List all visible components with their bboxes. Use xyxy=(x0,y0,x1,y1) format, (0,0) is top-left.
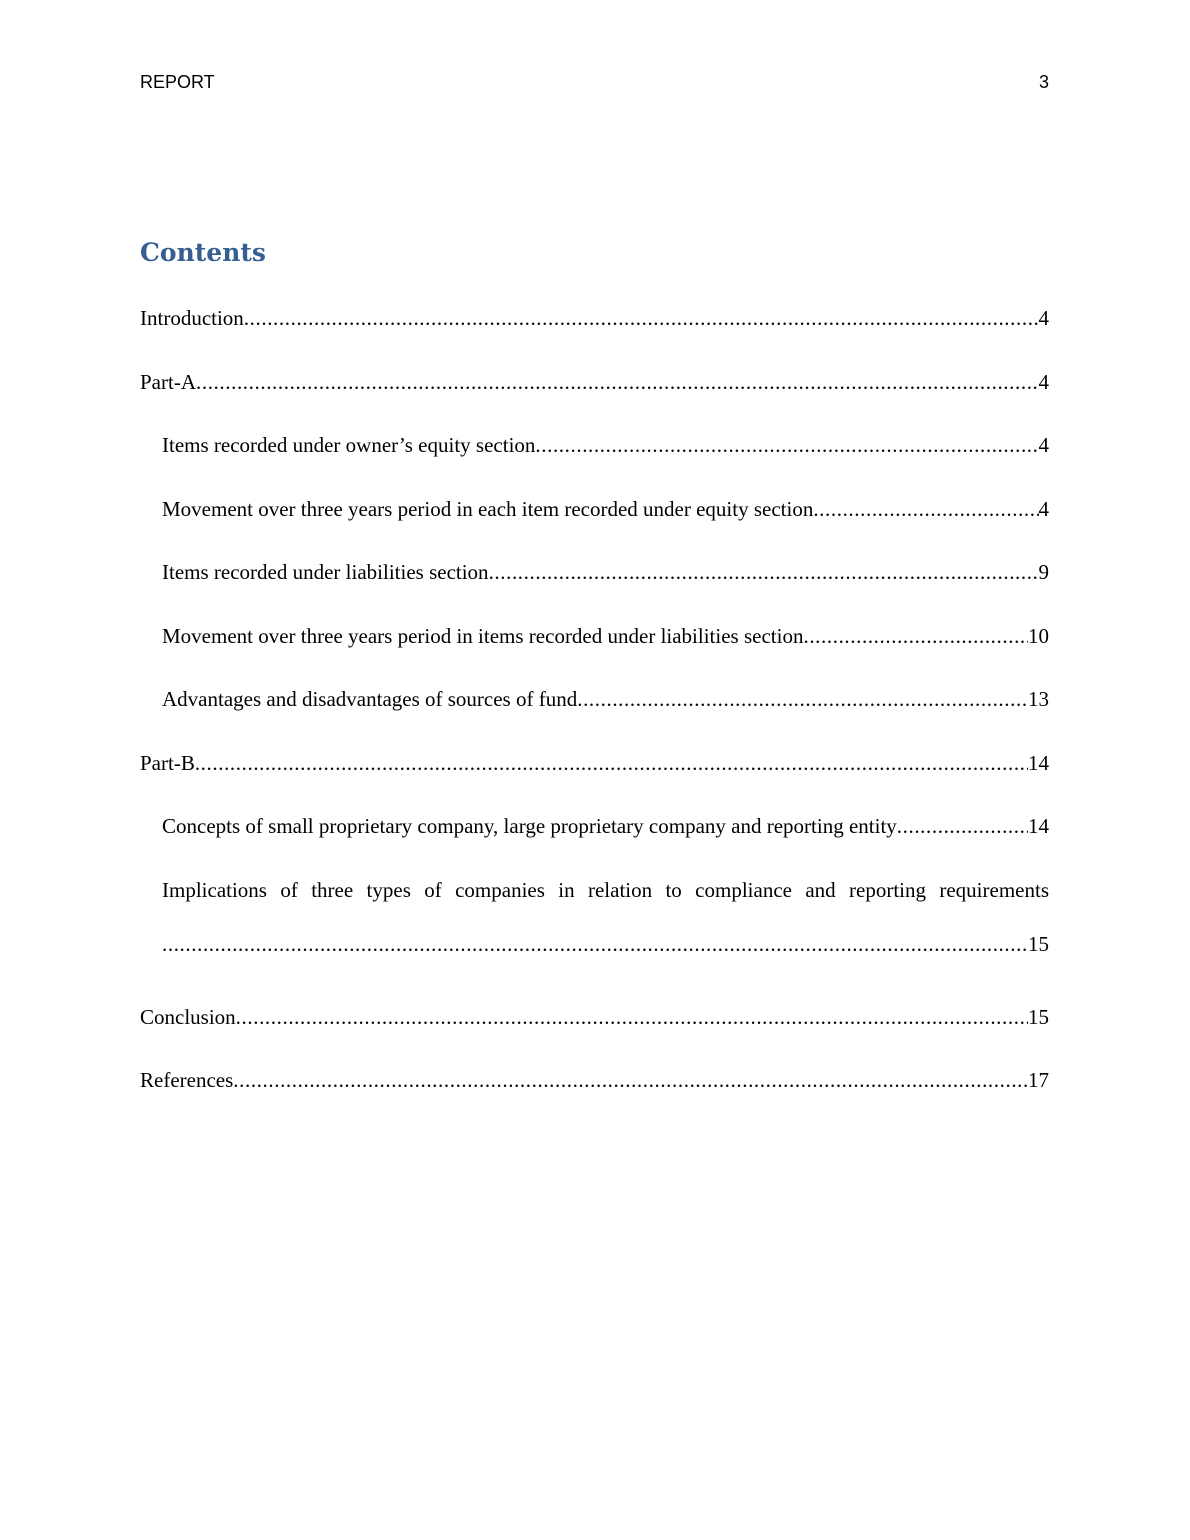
toc-entry-page: 4 xyxy=(1038,369,1049,394)
toc-entry-compliance-implications[interactable] xyxy=(162,868,1049,995)
toc-entry-label: Concepts of small proprietary company, large proprietary company and reporting entity xyxy=(162,814,897,838)
table-of-contents xyxy=(140,296,1049,1122)
toc-entry-label: Movement over three years period in items recorded under liabilities section xyxy=(162,623,804,648)
toc-entry-liabilities-items[interactable] xyxy=(162,550,1049,614)
toc-entry-page: 4 xyxy=(1038,433,1049,457)
toc-dot-leader xyxy=(244,296,1039,340)
toc-entry-equity-movement[interactable] xyxy=(162,487,1049,551)
toc-entry-page: 14 xyxy=(1028,814,1049,838)
toc-entry-page: 9 xyxy=(1038,560,1049,584)
toc-entry-page: 15 xyxy=(1028,931,1049,956)
toc-dot-leader xyxy=(535,423,1038,467)
toc-entry-owners-equity-items[interactable] xyxy=(162,423,1049,487)
toc-entry-part-a[interactable] xyxy=(140,360,1049,424)
toc-entry-liabilities-movement[interactable] xyxy=(162,614,1049,678)
toc-dot-leader xyxy=(236,995,1028,1039)
toc-dot-leader xyxy=(195,741,1028,785)
toc-dot-leader xyxy=(803,614,1028,658)
toc-dot-leader xyxy=(233,1058,1028,1102)
toc-dot-leader xyxy=(577,677,1028,721)
toc-entry-label: Conclusion xyxy=(140,1004,236,1029)
toc-entry-label: Part-A xyxy=(140,369,196,394)
toc-dot-leader xyxy=(813,487,1038,531)
header-page-number: 3 xyxy=(1038,72,1049,92)
toc-entry-label: Implications of three types of companies in relation to compliance and reporting requirements xyxy=(162,877,1049,902)
toc-title: Contents xyxy=(140,238,267,267)
toc-entry-sources-of-fund[interactable] xyxy=(162,677,1049,741)
toc-entry-label: Advantages and disadvantages of sources of fund xyxy=(162,687,578,711)
toc-entry-part-b[interactable] xyxy=(140,741,1049,805)
toc-entry-references[interactable] xyxy=(140,1058,1049,1122)
toc-entry-label: Introduction xyxy=(140,306,244,330)
toc-entry-page: 15 xyxy=(1028,1004,1049,1029)
toc-entry-label: Movement over three years period in each item recorded under equity section xyxy=(162,496,814,521)
toc-entry-page: 4 xyxy=(1038,496,1049,521)
toc-entry-conclusion[interactable] xyxy=(140,995,1049,1059)
running-header: REPORT xyxy=(140,72,215,92)
toc-entry-page: 14 xyxy=(1028,750,1049,775)
toc-dot-leader xyxy=(162,922,1028,966)
toc-entry-page: 13 xyxy=(1028,687,1049,711)
toc-entry-company-concepts[interactable] xyxy=(162,804,1049,868)
toc-entry-label: References xyxy=(140,1068,234,1092)
toc-dot-leader xyxy=(196,360,1039,404)
toc-entry-label: Items recorded under owner’s equity section xyxy=(162,433,536,457)
toc-entry-introduction[interactable] xyxy=(140,296,1049,360)
toc-entry-label: Items recorded under liabilities section xyxy=(162,560,489,584)
toc-dot-leader xyxy=(489,550,1039,594)
toc-entry-page: 4 xyxy=(1038,306,1049,330)
toc-entry-page: 17 xyxy=(1028,1068,1049,1092)
toc-dot-leader xyxy=(897,804,1028,848)
toc-entry-label: Part-B xyxy=(140,750,195,775)
toc-entry-page: 10 xyxy=(1028,623,1049,648)
